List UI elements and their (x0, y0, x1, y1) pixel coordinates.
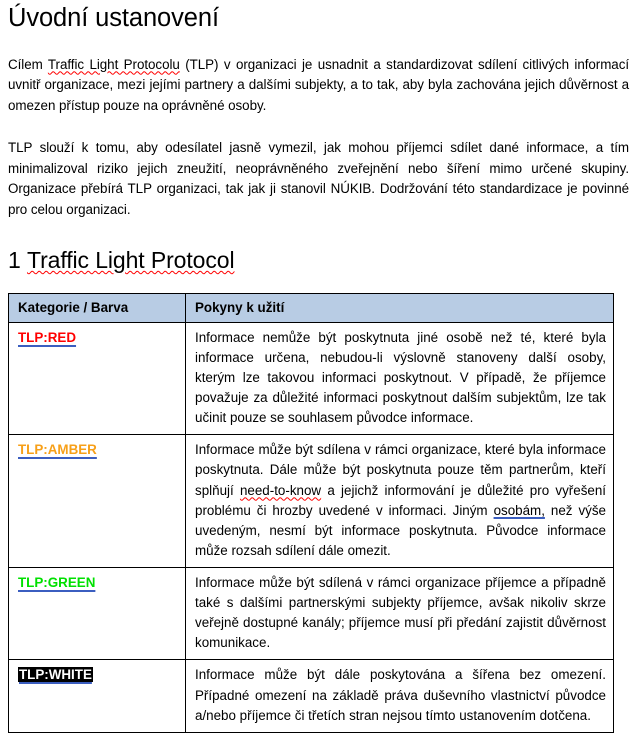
table-row (9, 660, 614, 732)
paragraph-intro-purpose (8, 55, 629, 117)
table-row (9, 435, 614, 568)
text-run: Informace může být sdílená v rámci organizace příjemce a případně také s dalšími partnerskými subjekty příjemce, avšak nikoliv skrze veřejně dostupné kanály; příjemce musí při předání zajistit důvěrnost komunikace. (195, 575, 606, 651)
table-header (9, 293, 614, 322)
cell-guidance-tlp-amber (186, 435, 614, 568)
tlp-label-white: TLP:WHITE (19, 667, 92, 683)
text-run-blue-underline: osobám, (493, 502, 545, 518)
tlp-label-amber: TLP:AMBER (18, 442, 97, 458)
page-title: Úvodní ustanovení (8, 4, 219, 32)
section-title: Traffic Light Protocol (27, 247, 235, 274)
cell-guidance-tlp-red (186, 322, 614, 435)
table-row (9, 322, 614, 435)
cell-category-tlp-white (9, 660, 186, 732)
cell-category-tlp-red (9, 322, 186, 435)
cell-category-tlp-green (9, 568, 186, 660)
text-run: Informace může být sdílena v rámci organizace, které byla informace poskytnuta. Dále může být poskytnuta pouze těm partnerům, kteří splňují (195, 442, 606, 498)
heading-spacer (8, 220, 629, 242)
text-run: (TLP) v organizaci je usnadnit a standardizovat sdílení citlivých informací uvnitř organizace, mezi jejími partnery a dalšími subjekty, a to tak, aby byla zachována jejich důvěrnost a omezen přístup pouze na oprávněné osoby. (8, 56, 630, 113)
table-body (9, 322, 614, 732)
table-header-row (9, 293, 614, 322)
text-run: Informace nemůže být poskytnuta jiné osobě než té, které byla informace určena, nebudou-li výslovně stanoveny další osoby, kterým lze takovou informaci poskytnout. V případě, že příjemce považuje za důležité informaci poskytnout dalším subjektům, lze tak učinit pouze se souhlasem původce informace. (195, 329, 606, 426)
tlp-label-red: TLP:RED (18, 329, 77, 345)
tlp-label-green: TLP:GREEN (18, 575, 96, 590)
cell-guidance-tlp-white (186, 660, 614, 732)
text-run-spell: Traffic Light Protocolu (47, 56, 180, 72)
column-header-guidance: Pokyny k užití (186, 293, 614, 322)
text-run: než výše uvedeným, nesmí být informace poskytnuta. Původce informace může rozsah sdílení dále omezit. (195, 502, 606, 558)
paragraph-intro-scope (8, 138, 629, 220)
section-heading-traffic-light-protocol (8, 242, 629, 274)
text-run: a jejichž informování je důležité pro vyřešení problému či hrozby uvedené v informaci. Jiným (195, 482, 606, 518)
text-run: Cílem (8, 56, 48, 72)
cell-guidance-tlp-green (186, 568, 614, 660)
cell-category-tlp-amber (9, 435, 186, 568)
tlp-categories-table (8, 293, 614, 733)
table-row (9, 568, 614, 660)
text-run: TLP slouží k tomu, aby odesílatel jasně vymezil, jak mohou příjemci sdílet dané informace, a tím minimalizoval riziko jejich zneužití, neoprávněného zveřejnění nebo šíření mimo určené skupiny. Organizace přebírá TLP organizaci, tak jak ji stanovil NÚKIB. Dodržování této standardizace je povinné pro celou organizaci. (8, 140, 629, 217)
text-run-spell: need-to-know (239, 482, 322, 498)
section-number: 1 (8, 247, 21, 274)
text-run: Informace může být dále poskytována a šířena bez omezení. Případné omezení na základě práva duševního vlastnictví původce a/nebo příjemce či třetích stran nejsou tímto ustanovením dotčena. (195, 667, 606, 723)
column-header-category: Kategorie / Barva (9, 293, 186, 322)
